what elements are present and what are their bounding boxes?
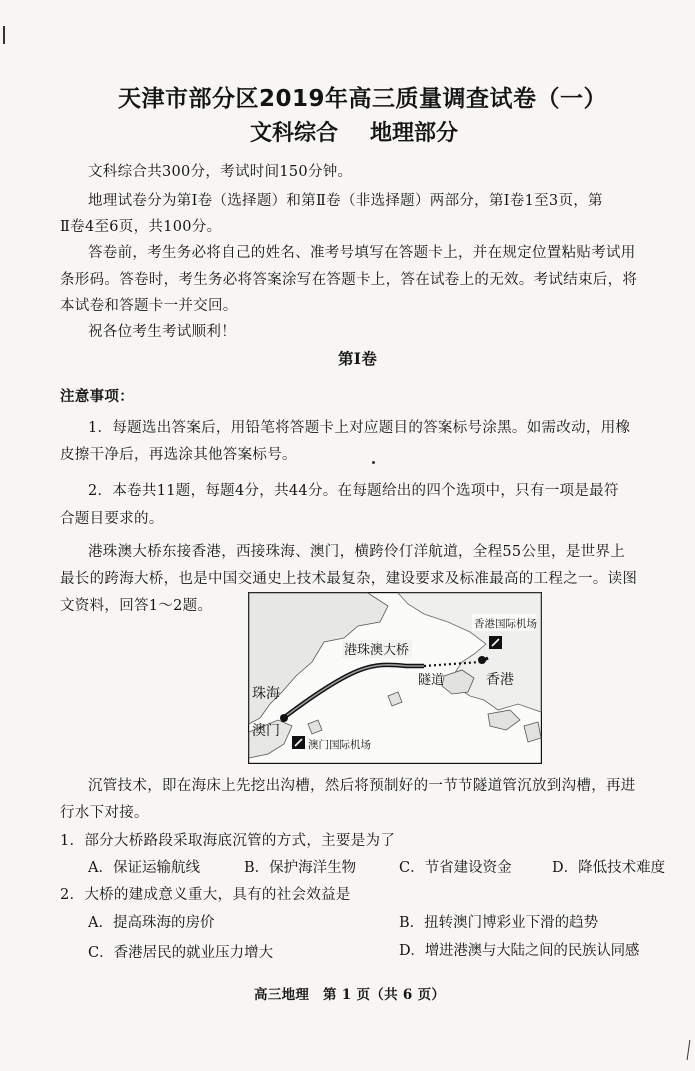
zhuhai-point [280, 714, 288, 722]
note-1a: 1．每题选出答案后，用铅笔将答题卡上对应题目的答案标号涂黑。如需改动，用橡 [88, 420, 631, 436]
intro-line-4: 祝各位考生考试顺利！ [88, 324, 236, 340]
hongkong-label: 香港 [486, 672, 514, 688]
note-2a: 2．本卷共11题，每题4分，共44分。在每题给出的四个选项中，只有一项是最符 [88, 483, 619, 499]
passage2-line-1: 沉管技术，即在海床上先挖出沟槽，然后将预制好的一节节隧道管沉放到沟槽，再进 [88, 778, 636, 794]
question-2-stem: 2．大桥的建成意义重大，具有的社会效益是 [60, 887, 351, 903]
tunnel-label: 隧道 [418, 673, 445, 688]
note-2b: 合题目要求的。 [60, 511, 164, 527]
note-1b: 皮擦干净后，再选涂其他答案标号。 [60, 447, 297, 463]
passage-line-3: 文资料，回答1～2题。 [60, 598, 213, 614]
intro-line-2b: Ⅱ卷4至6页，共100分。 [60, 219, 222, 235]
question-2-option-c[interactable]: C．香港居民的就业压力增大 [88, 945, 274, 961]
scan-dot [372, 461, 375, 464]
passage2-line-2: 行水下对接。 [60, 805, 149, 821]
macau-label: 澳门 [252, 723, 280, 739]
page-title: 天津市部分区2019年高三质量调查试卷（一） [118, 86, 608, 112]
bridge-label: 港珠澳大桥 [344, 643, 410, 658]
passage-line-1: 港珠澳大桥东接香港，西接珠海、澳门，横跨伶仃洋航道，全程55公里，是世界上 [88, 544, 626, 560]
hk-airport-label: 香港国际机场 [474, 618, 537, 630]
bridge-map [248, 592, 542, 764]
macau-airport-label: 澳门国际机场 [308, 739, 371, 751]
question-1-option-c[interactable]: C．节省建设资金 [399, 860, 512, 876]
passage-line-2: 最长的跨海大桥，也是中国交通史上技术最复杂，建设要求及标准最高的工程之一。读图 [60, 571, 638, 587]
question-2-option-a[interactable]: A．提高珠海的房价 [88, 915, 215, 931]
scan-mark-top-left [3, 26, 5, 44]
scan-mark-bottom-right [687, 1040, 691, 1060]
question-2-option-d[interactable]: D．增进港澳与大陆之间的民族认同感 [399, 943, 640, 959]
question-1-option-b[interactable]: B．保护海洋生物 [244, 860, 357, 876]
intro-line-2a: 地理试卷分为第Ⅰ卷（选择题）和第Ⅱ卷（非选择题）两部分，第Ⅰ卷1至3页，第 [88, 193, 603, 209]
intro-line-3a: 答卷前，考生务必将自己的姓名、准考号填写在答题卡上，并在规定位置粘贴考试用 [88, 245, 636, 261]
notice-label: 注意事项： [60, 388, 134, 405]
intro-line-1: 文科综合共300分，考试时间150分钟。 [88, 164, 353, 180]
subtitle-right: 地理部分 [370, 121, 459, 146]
section-heading: 第Ⅰ卷 [338, 349, 378, 368]
hongkong-point [478, 656, 486, 664]
subtitle-left: 文科综合 [250, 121, 339, 146]
airport-icon [292, 736, 305, 749]
question-1-option-a[interactable]: A．保证运输航线 [88, 860, 200, 876]
question-1-option-d[interactable]: D．降低技术难度 [552, 860, 666, 876]
airport-icon [489, 636, 502, 649]
page-footer: 高三地理 第 1 页（共 6 页） [254, 987, 446, 1003]
question-2-option-b[interactable]: B．扭转澳门博彩业下滑的趋势 [399, 915, 599, 931]
zhuhai-label: 珠海 [252, 686, 280, 702]
intro-line-3c: 本试卷和答题卡一并交回。 [60, 298, 238, 314]
question-1-stem: 1．部分大桥路段采取海底沉管的方式，主要是为了 [60, 833, 396, 849]
intro-line-3b: 条形码。答卷时，考生务必将答案涂写在答题卡上，答在试卷上的无效。考试结束后，将 [60, 272, 638, 288]
